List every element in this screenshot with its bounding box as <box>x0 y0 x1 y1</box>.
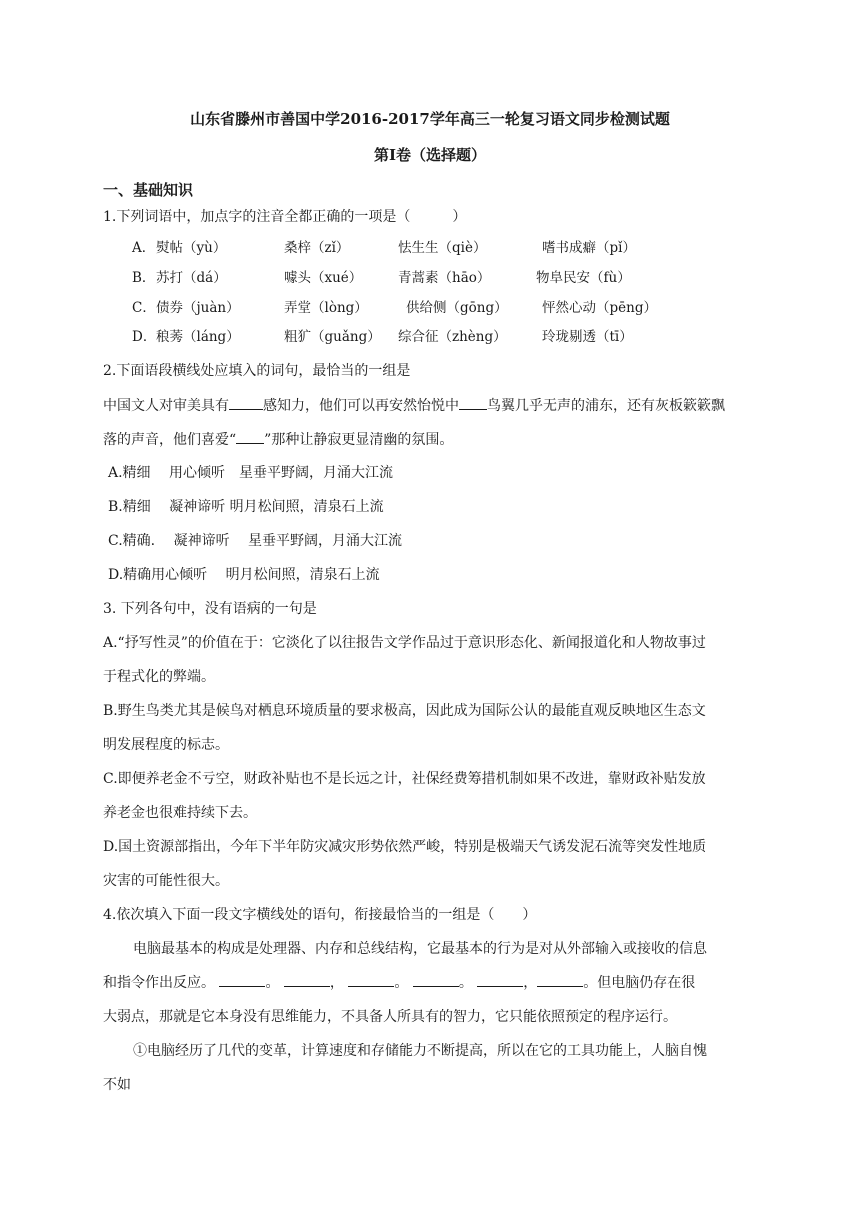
q2-text: 感知力，他们可以再安然怡悦中 <box>263 398 459 414</box>
q1-a-item-2: 桑梓（zǐ） <box>284 240 350 256</box>
q4-text: 。 <box>265 975 280 991</box>
q4-passage-line-2 <box>103 972 695 992</box>
q1-b-item-4: 物阜民安（fù） <box>536 270 631 286</box>
q1-b-label: B． <box>132 270 156 286</box>
q3-line: A.“抒写性灵”的价值在于：它淡化了以往报告文学作品过于意识形态化、新闻报道化和人物故事过 <box>103 635 706 651</box>
q4-passage-line-1: 电脑最基本的构成是处理器、内存和总线结构，它最基本的行为是对从外部输入或接收的信息 <box>133 941 707 957</box>
q4-passage-line-5: 不如 <box>103 1077 131 1093</box>
q1-a-item-4: 嗜书成癖（pǐ） <box>542 240 636 256</box>
q2-option-b: B.精细 凝神谛听 明月松间照，清泉石上流 <box>108 499 384 515</box>
q4-blank-5 <box>477 972 523 987</box>
q1-c-item-4: 怦然心动（pēng） <box>542 300 657 316</box>
q1-c-item-1: 债券（juàn） <box>156 300 240 316</box>
q4-text: ， <box>523 975 538 991</box>
q3-line: B.野生鸟类尤其是候鸟对栖息环境质量的要求极高，因此成为国际公认的最能直观反映地区生态文 <box>103 703 706 719</box>
q2-text: 鸟翼几乎无声的浦东，还有灰板簌簌飘 <box>487 398 725 414</box>
q4-blank-6 <box>537 972 583 987</box>
q1-a-item-3: 怯生生（qiè） <box>398 240 487 256</box>
q3-line: D.国土资源部指出，今年下半年防灾减灾形势依然严峻，特别是极端天气诱发泥石流等突发性地质 <box>103 839 707 855</box>
q1-d-label: D． <box>132 329 157 345</box>
q3-line: 养老金也很难持续下去。 <box>103 805 257 821</box>
q1-b-item-3: 青蒿素（hāo） <box>398 270 491 286</box>
q3-line: 灾害的可能性很大。 <box>103 873 229 889</box>
q1-d-item-3: 综合征（zhèng） <box>398 329 507 345</box>
q1-b-item-2: 噱头（xué） <box>284 270 363 286</box>
q4-stem: 4.依次填入下面一段文字横线处的语句，衔接最恰当的一组是（ ） <box>103 907 537 923</box>
q2-blank-3 <box>236 429 264 444</box>
section-heading: 一、基础知识 <box>103 181 194 199</box>
q3-line: C.即便养老金不亏空，财政补贴也不是长远之计，社保经费筹措机制如果不改进，靠财政补贴发放 <box>103 771 706 787</box>
q1-b-item-1: 苏打（dá） <box>156 270 227 286</box>
q4-blank-1 <box>219 972 265 987</box>
q2-passage-line-2 <box>103 429 453 449</box>
q2-blank-2 <box>459 395 487 410</box>
q4-blank-2 <box>284 972 330 987</box>
q4-passage-line-3: 大弱点，那就是它本身没有思维能力，不具备人所具有的智力，它只能依照预定的程序运行。 <box>103 1009 677 1025</box>
q4-blank-4 <box>413 972 459 987</box>
q4-blank-3 <box>348 972 394 987</box>
document-title: 山东省滕州市善国中学2016-2017学年高三一轮复习语文同步检测试题 <box>190 110 670 128</box>
q1-c-item-3: 供给侧（gōng） <box>406 300 508 316</box>
q1-d-item-1: 稂莠（láng） <box>156 329 240 345</box>
q2-text: 落的声音，他们喜爱“ <box>103 432 237 448</box>
q1-a-item-1: 熨帖（yù） <box>156 240 227 256</box>
q2-option-c: C.精确. 凝神谛听 星垂平野阔，月涌大江流 <box>108 533 403 549</box>
q4-text: 。但电脑仍存在很 <box>583 975 696 991</box>
q1-c-label: C． <box>132 300 156 316</box>
q1-d-item-4: 玲珑剔透（tī） <box>542 329 633 345</box>
q2-text: 中国文人对审美具有 <box>103 398 229 414</box>
q4-passage-line-4: ①电脑经历了几代的变革，计算速度和存储能力不断提高，所以在它的工具功能上，人脑自愧 <box>133 1043 707 1059</box>
q4-text: 。 <box>458 975 473 991</box>
document-subtitle: 第I卷（选择题） <box>373 146 487 164</box>
q2-stem: 2.下面语段横线处应填入的词句，最恰当的一组是 <box>103 363 411 379</box>
q1-c-item-2: 弄堂（lòng） <box>284 300 368 316</box>
q2-blank-1 <box>229 395 263 410</box>
q2-option-d: D.精确用心倾听 明月松间照，清泉石上流 <box>108 567 380 583</box>
q3-stem: 3. 下列各句中，没有语病的一句是 <box>103 601 317 617</box>
q4-text: 和指令作出反应。 <box>103 975 215 991</box>
q2-option-a: A.精细 用心倾听 星垂平野阔，月涌大江流 <box>108 465 394 481</box>
q2-passage-line-1 <box>103 395 725 415</box>
q1-d-item-2: 粗犷（guǎng） <box>284 329 381 345</box>
q1-stem: 1.下列词语中，加点字的注音全都正确的一项是（ ） <box>103 209 467 225</box>
q4-text: 。 <box>394 975 409 991</box>
q1-a-label: A． <box>132 240 156 256</box>
q4-text: ， <box>329 975 344 991</box>
q2-text: ”那种让静寂更显清幽的氛围。 <box>264 432 454 448</box>
q3-line: 于程式化的弊端。 <box>103 669 215 685</box>
q3-line: 明发展程度的标志。 <box>103 737 229 753</box>
